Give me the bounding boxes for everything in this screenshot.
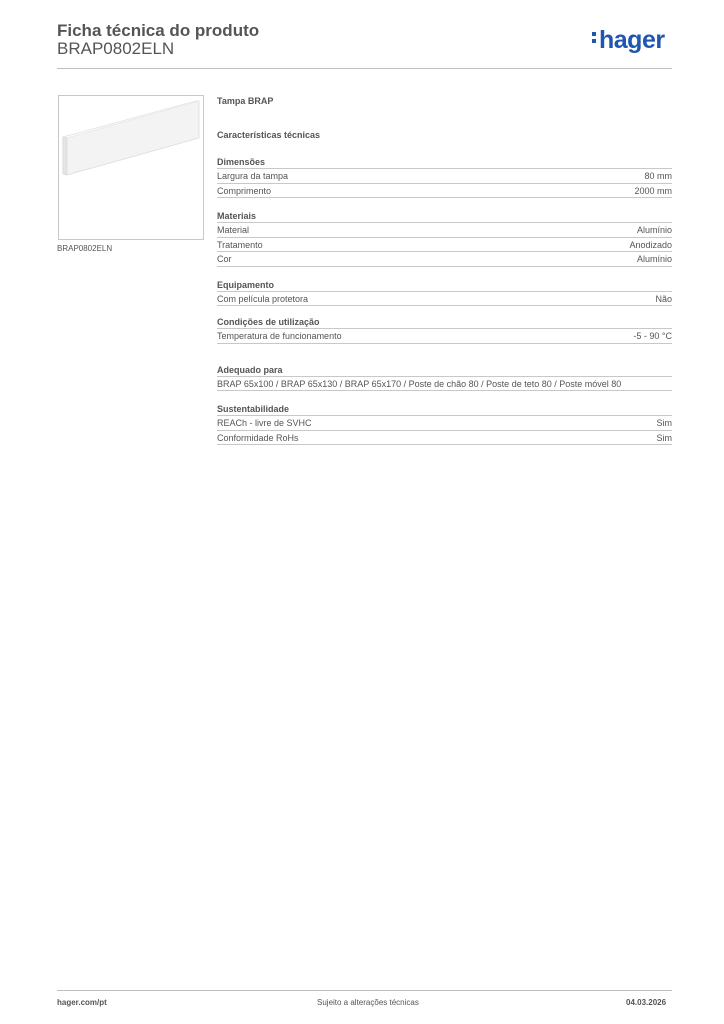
spec-label: Tratamento [217,239,263,250]
spec-value: Sim [656,432,672,443]
page-title: Ficha técnica do produto [57,21,260,40]
spec-row [217,329,672,344]
section-title: Materiais [217,210,672,223]
cover-profile-icon [59,96,205,241]
spec-label: Temperatura de funcionamento [217,331,342,341]
spec-label: Com película protetora [217,293,309,304]
section-title: Dimensões [217,156,672,169]
footer-divider [57,990,672,991]
spec-heading: Características técnicas [217,130,321,140]
spec-value: Não [655,293,672,304]
spec-row [217,238,672,253]
spec-label: Material [217,225,250,235]
spec-section [217,210,672,267]
header-divider [57,68,672,69]
spec-section [217,316,672,344]
product-name: Tampa BRAP [217,96,274,106]
spec-row [217,431,672,446]
spec-row [217,292,672,307]
spec-sections [217,156,672,445]
spec-value: 2000 mm [634,185,672,196]
spec-value: Anodizado [629,239,672,250]
section-title: Condições de utilização [217,316,672,329]
spec-label: Conformidade RoHs [217,432,299,443]
spec-label: Cor [217,254,232,264]
spec-value: Alumínio [636,225,672,235]
logo-dots-icon [592,29,596,46]
image-caption: BRAP0802ELN [57,244,113,253]
spec-section [217,403,672,445]
spec-label: Comprimento [217,185,272,196]
spec-label: Largura da tampa [217,171,289,181]
spec-value: -5 - 90 °C [633,331,672,341]
logo-text: hager [599,26,665,54]
spec-row [217,184,672,199]
section-title: Sustentabilidade [217,403,672,416]
spec-label: REACh - livre de SVHC [217,418,312,428]
footer-date: 04.03.2026 [626,998,667,1007]
spec-row [217,169,672,184]
spec-section [217,279,672,307]
spec-row [217,377,672,392]
spec-row [217,252,672,267]
spec-row [217,223,672,238]
product-image [58,95,204,240]
spec-section [217,156,672,198]
spec-content [217,96,672,445]
spec-section [217,364,672,392]
spec-row [217,416,672,431]
product-code: BRAP0802ELN [57,39,175,58]
spec-label: BRAP 65x100 / BRAP 65x130 / BRAP 65x170 / Poste de chão 80 / Poste de teto 80 / Poste móvel 80 [217,378,622,389]
spec-value: Sim [656,418,672,428]
section-title: Adequado para [217,364,672,377]
section-title: Equipamento [217,279,672,292]
spec-value: Alumínio [636,254,672,264]
footer-website: hager.com/pt [57,998,107,1007]
spec-value: 80 mm [644,171,672,181]
hager-logo [592,26,665,55]
footer-notice: Sujeito a alterações técnicas [317,998,419,1007]
